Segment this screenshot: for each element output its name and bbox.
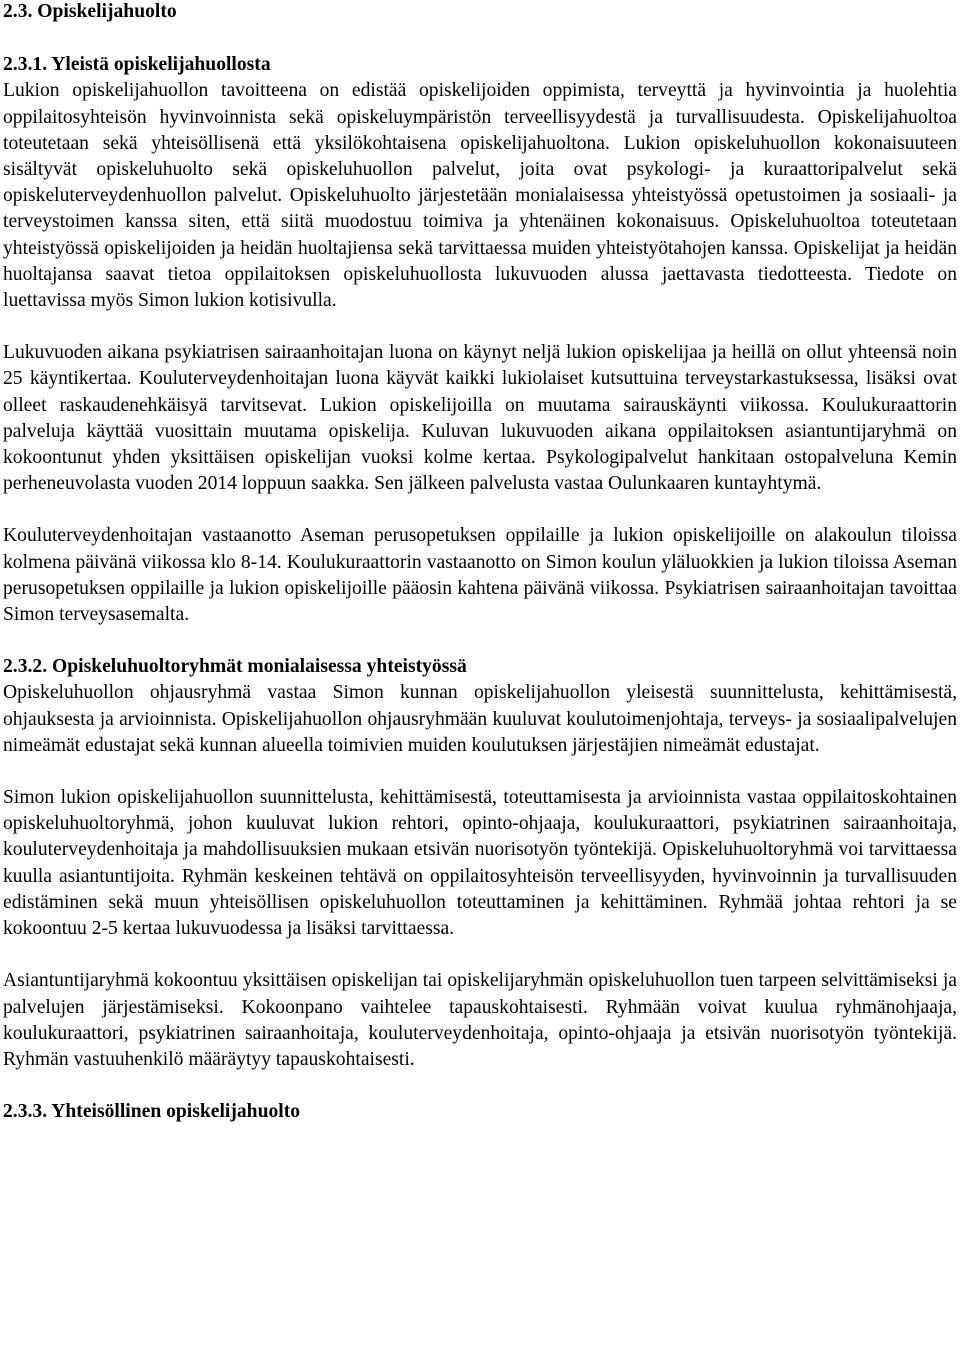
document-page (3, 0, 957, 1125)
paragraph-lukuvuosi-kaynnit: Lukuvuoden aikana psykiatrisen sairaanhoitajan luona on käynyt neljä lukion opiskelijaa ja heillä on ollut yhteensä noin 25 käyntikertaa. Kouluterveydenhoitajan luona käyvät kaikki lukiolaiset kutsuttuina terveystarkastuksessa, lisäksi ovat olleet raskaudenehkäisyä tarvitsevat. Lukion opiskelijoilla on muutama sairauskäynti viikossa. Koulukuraattorin palveluja käyttää vuosittain muutama opiskelija. Kuluvan lukuvuoden aikana oppilaitoksen asiantuntijaryhmä on kokoontunut yhden yksittäisen opiskelijan vuoksi kolme kertaa. Psykologipalvelut hankitaan ostopalveluna Kemin perheneuvolasta vuoden 2014 loppuun saakka. Sen jälkeen palvelusta vastaa Oulunkaaren kuntayhtymä. (3, 342, 957, 495)
paragraph-opiskeluhuoltoryhma: Simon lukion opiskelijahuollon suunnittelusta, kehittämisestä, toteuttamisesta ja arvioinnista vastaa oppilaitoskohtainen opiskeluhuoltoryhmä, johon kuuluvat lukion rehtori, opinto-ohjaaja, koulukuraattori, psykiatrinen sairaanhoitaja, kouluterveydenhoitaja ja mahdollisuuksien mukaan etsivän nuorisotyön työntekijä. Opiskeluhuoltoryhmä voi tarvittaessa kuulla asiantuntijoita. Ryhmän keskeinen tehtävä on oppilaitosyhteisön terveellisyyden, hyvinvoinnin ja turvallisuuden edistäminen sekä muun yhteisöllisen opiskeluhuollon toteuttaminen ja kehittäminen. Ryhmää johtaa rehtori ja se kokoontuu 2-5 kertaa lukuvuodessa ja lisäksi tarvittaessa. (3, 787, 957, 940)
paragraph-ohjausryhma: Opiskeluhuollon ohjausryhmä vastaa Simon kunnan opiskelijahuollon yleisestä suunnittelusta, kehittämisestä, ohjauksesta ja arvioinnista. Opiskelijahuollon ohjausryhmään kuuluvat koulutoimenjohtaja, terveys- ja sosiaalipalvelujen nimeämät edustajat sekä kunnan alueella toimivien muiden koulutuksen järjestäjien nimeämät edustajat. (3, 682, 957, 756)
section-heading-2-3-3: 2.3.3. Yhteisöllinen opiskelijahuolto (3, 1101, 301, 1123)
paragraph-vastaanotot: Kouluterveydenhoitajan vastaanotto Aseman perusopetuksen oppilaille ja lukion opiskelijoille on alakoulun tiloissa kolmena päivänä viikossa klo 8-14. Koulukuraattorin vastaanotto on Simon koulun yläluokkien ja lukion tiloissa Aseman perusopetuksen oppilaille ja lukion opiskelijoille pääosin kahtena päivänä viikossa. Psykiatrisen sairaanhoitajan tavoittaa Simon terveysasemalta. (3, 525, 957, 626)
section-heading-2-3-2: 2.3.2. Opiskeluhuoltoryhmät monialaisessa yhteistyössä (3, 656, 467, 678)
section-heading-2-3-1: 2.3.1. Yleistä opiskelijahuollosta (3, 54, 271, 76)
section-heading-2-3: 2.3. Opiskelijahuolto (3, 1, 177, 22)
paragraph-general-opiskelijahuolto: Lukion opiskelijahuollon tavoitteena on edistää opiskelijoiden oppimista, terveyttä ja hyvinvointia ja huolehtia oppilaitosyhteisön hyvinvoinnista sekä opiskeluympäristön terveellisyydestä ja turvallisuudesta. Opiskelijahuoltoa toteutetaan sekä yhteisöllisenä että yksilökohtaisena opiskelijahuoltona. Lukion opiskeluhuollon kokonaisuuteen sisältyvät opiskeluhuolto sekä opiskeluhuollon palvelut, joita ovat psykologi- ja kuraattoripalvelut sekä opiskeluterveydenhuollon palvelut. Opiskeluhuolto järjestetään monialaisessa yhteistyössä opetustoimen ja sosiaali- ja terveystoimen kanssa siten, että siitä muodostuu toimiva ja yhtenäinen kokonaisuus. Opiskeluhuoltoa toteutetaan yhteistyössä opiskelijoiden ja heidän huoltajiensa sekä tarvittaessa muiden yhteistyötahojen kanssa. Opiskelijat ja heidän huoltajansa saavat tietoa oppilaitoksen opiskeluhuollosta lukuvuoden alussa jaettavasta tiedotteesta. Tiedote on luettavissa myös Simon lukion kotisivulla. (3, 80, 957, 312)
paragraph-asiantuntijaryhma: Asiantuntijaryhmä kokoontuu yksittäisen opiskelijan tai opiskelijaryhmän opiskeluhuollon tuen tarpeen selvittämiseksi ja palvelujen järjestämiseksi. Kokoonpano vaihtelee tapauskohtaisesti. Ryhmään voivat kuulua ryhmänohjaaja, koulukuraattori, psykiatrinen sairaanhoitaja, kouluterveydenhoitaja, opinto-ohjaaja ja etsivän nuorisotyön työntekijä. Ryhmän vastuuhenkilö määräytyy tapauskohtaisesti. (3, 970, 957, 1070)
